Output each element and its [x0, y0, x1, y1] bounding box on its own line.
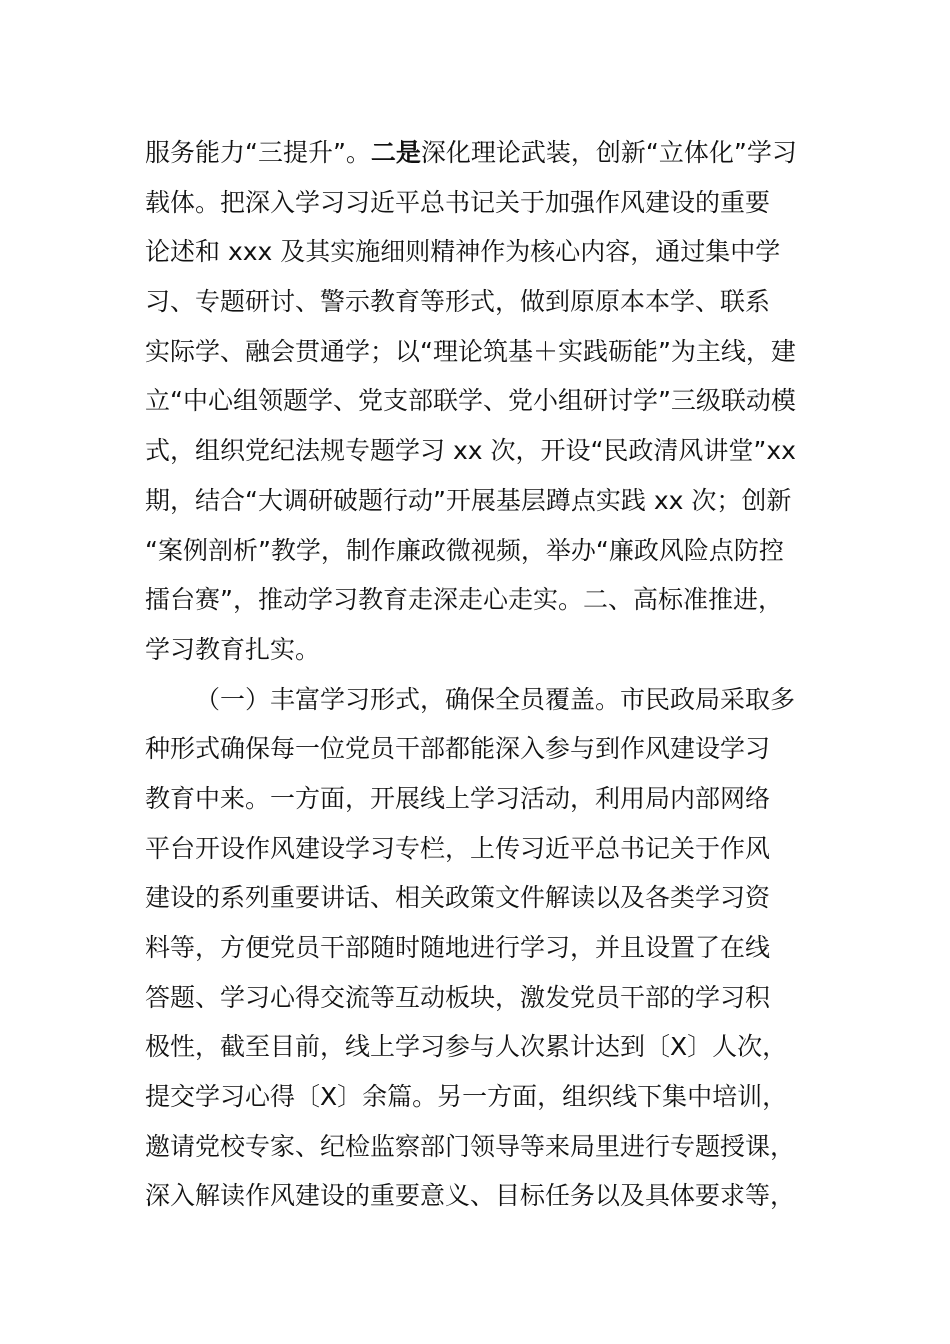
paragraph-1-line: 实际学、融会贯通学；以“理论筑基＋实践砺能”为主线，建 [145, 336, 796, 366]
paragraph-2-line: 料等，方便党员干部随时随地进行学习，并且设置了在线 [145, 933, 771, 962]
paragraph-1-line: 立“中心组领题学、党支部联学、党小组研讨学”三级联动模 [145, 386, 796, 416]
paragraph-1-line: 擂台赛”，推动学习教育走深走心走实。二、高标准推进， [145, 585, 783, 615]
paragraph-2-line: 深入解读作风建设的重要意义、目标任务以及具体要求等， [145, 1181, 796, 1211]
emphasis-text: 二是 [370, 138, 421, 167]
paragraph-1-line: 式，组织党纪法规专题学习 xx 次，开设“民政清风讲堂”xx [145, 436, 796, 466]
paragraph-1-line: 论述和 xxx 及其实施细则精神作为核心内容，通过集中学 [145, 237, 781, 267]
paragraph-1-line: “案例剖析”教学，制作廉政微视频，举办“廉政风险点防控 [145, 535, 784, 565]
paragraph-1-line: 期，结合“大调研破题行动”开展基层蹲点实践 xx 次；创新 [145, 485, 792, 515]
paragraph-2-line: 种形式确保每一位党员干部都能深入参与到作风建设学习 [145, 734, 771, 764]
paragraph-2-line: 邀请党校专家、纪检监察部门领导等来局里进行专题授课， [145, 1131, 796, 1161]
paragraph-2-line: 答题、学习心得交流等互动板块，激发党员干部的学习积 [145, 982, 771, 1012]
paragraph-1-line: 载体。把深入学习习近平总书记关于加强作风建设的重要 [145, 187, 771, 217]
paragraph-2-line: 建设的系列重要讲话、相关政策文件解读以及各类学习资 [145, 883, 771, 913]
paragraph-1-line: 学习教育扎实。 [145, 634, 321, 664]
paragraph-2-line: 平台开设作风建设学习专栏，上传习近平总书记关于作风 [145, 833, 771, 863]
paragraph-1-line-1 [145, 128, 805, 178]
paragraph-2-line: 极性，截至目前，线上学习参与人次累计达到〔X〕人次， [145, 1032, 788, 1062]
paragraph-2-line: 提交学习心得〔X〕余篇。另一方面，组织线下集中培训， [145, 1082, 788, 1112]
paragraph-1-line: 习、专题研讨、警示教育等形式，做到原原本本学、联系 [145, 287, 771, 317]
paragraph-2-line: （一）丰富学习形式，确保全员覆盖。市民政局采取多 [195, 684, 796, 714]
line-text: 服务能力“三提升”。 [145, 138, 371, 167]
document-body [145, 128, 805, 1221]
paragraph-2-line: 教育中来。一方面，开展线上学习活动，利用局内部网络 [145, 783, 771, 813]
line-text: 深化理论武装，创新“立体化”学习 [420, 138, 797, 167]
